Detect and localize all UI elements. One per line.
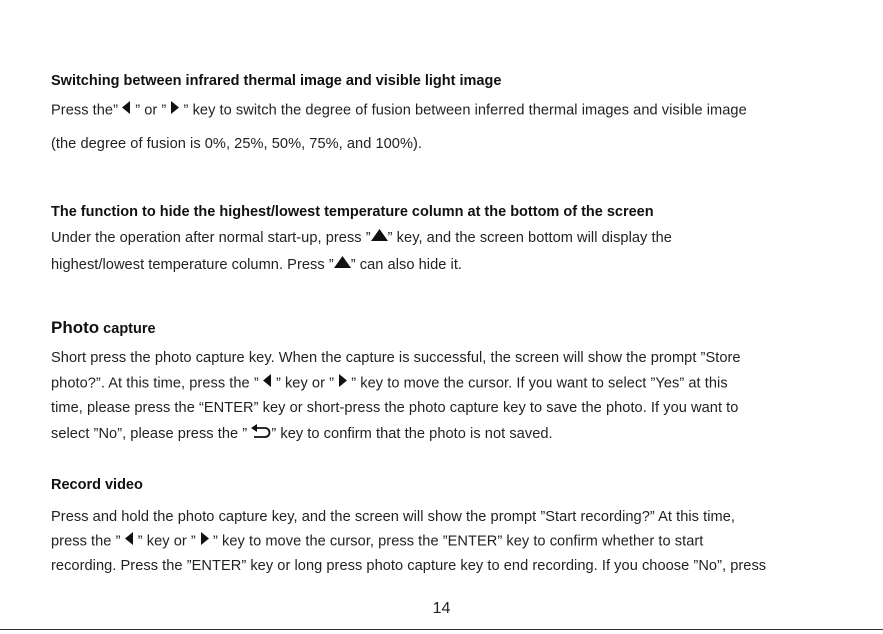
text-segment: photo?”. At this time, press the ” [51,375,263,392]
hide-line-2 [51,257,462,273]
back-return-icon [251,424,271,442]
text-segment: ” or ” [131,102,171,119]
up-arrow-icon [371,229,388,245]
right-arrow-icon [200,532,209,549]
text-segment: press the ” [51,533,125,550]
photo-line-3: time, please press the “ENTER” key or short-press the photo capture key to save the photo. If you want to [51,400,739,416]
switching-line-2: (the degree of fusion is 0%, 25%, 50%, 75%, and 100%). [51,136,423,152]
video-line-3: recording. Press the ”ENTER” key or long press photo capture key to end recording. If you choose ”No”, press [51,558,767,574]
section-title-hide-column: The function to hide the highest/lowest temperature column at the bottom of the screen [51,204,654,220]
right-arrow-icon [338,374,347,391]
up-arrow-icon [334,256,351,272]
text-segment: ” key to confirm that the photo is not saved. [271,425,553,442]
footer-divider [0,629,883,630]
photo-line-4 [51,425,553,443]
title-part: Photo [51,318,100,337]
video-line-2 [51,533,703,550]
text-segment: highest/lowest temperature column. Press ” [51,257,334,273]
section-title-record-video: Record video [51,477,143,493]
title-part: capture [99,321,156,337]
right-arrow-icon [170,101,179,118]
text-segment: select ”No”, please press the ” [51,425,252,442]
text-segment: Under the operation after normal start-up, press ” [51,230,371,246]
section-title-photo-capture [51,318,156,338]
photo-line-1: Short press the photo capture key. When the capture is successful, the screen will show the prompt ”Store [51,350,741,366]
text-segment: ” key to move the cursor. If you want to select ”Yes” at this [347,375,728,392]
photo-line-2 [51,375,728,392]
left-arrow-icon [122,101,131,118]
video-line-1: Press and hold the photo capture key, and the screen will show the prompt ”Start recording?” At this time, [51,509,735,525]
text-segment: ” key or ” [133,533,200,550]
hide-line-1 [51,230,672,246]
text-segment: Press the” [51,102,123,119]
left-arrow-icon [125,532,134,549]
switching-line-1 [51,102,747,119]
text-segment: ” key to switch the degree of fusion between inferred thermal images and visible image [179,102,747,119]
section-title-switching: Switching between infrared thermal image and visible light image [51,73,502,89]
text-segment: ” key, and the screen bottom will display the [387,230,672,246]
text-segment: ” can also hide it. [350,257,463,273]
page-number: 14 [432,600,451,617]
text-segment: ” key or ” [271,375,339,392]
text-segment: ” key to move the cursor, press the ”ENTER” key to confirm whether to start [208,533,704,550]
left-arrow-icon [263,374,272,391]
